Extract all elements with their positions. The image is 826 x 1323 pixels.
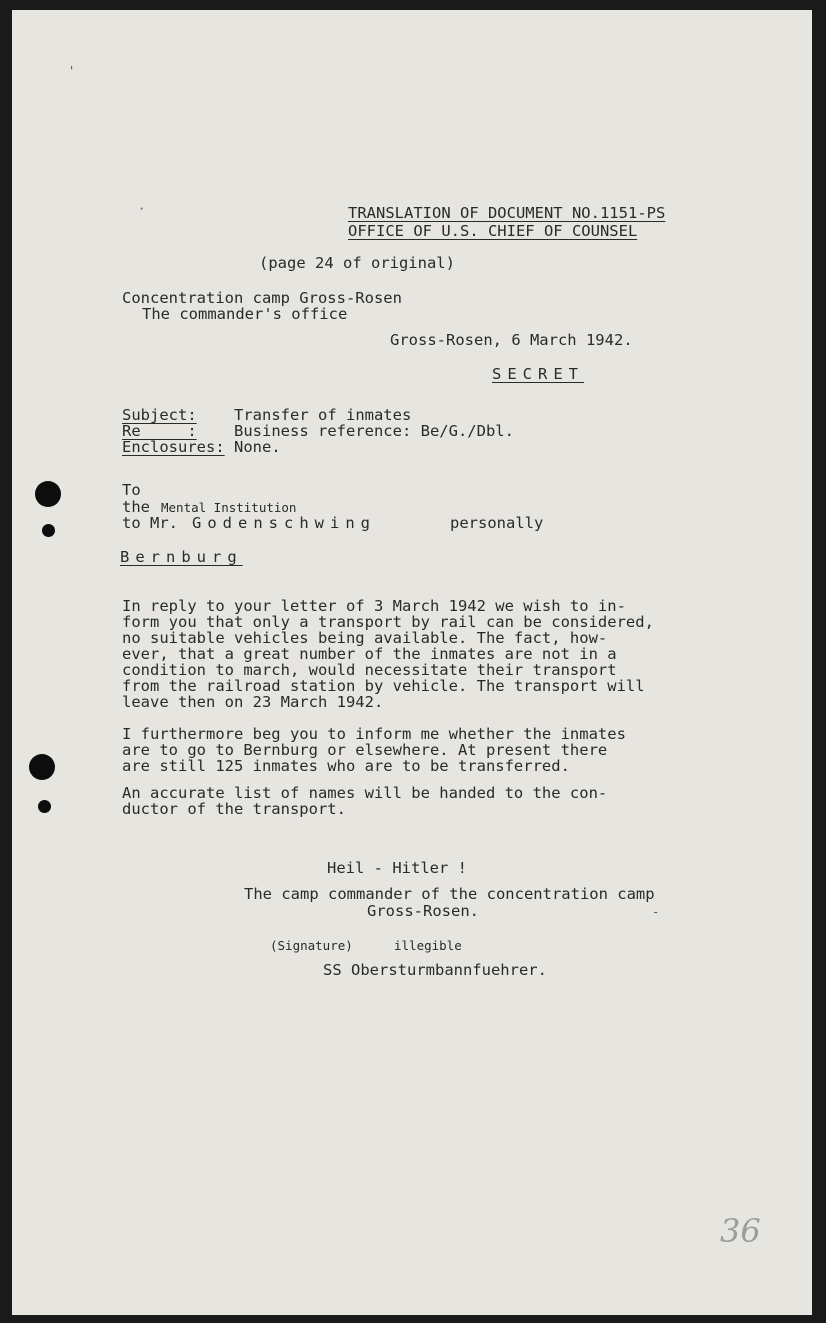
body-line: no suitable vehicles being available. The fact, how- (122, 629, 608, 647)
place-date: Gross-Rosen, 6 March 1942. (390, 331, 633, 349)
punch-hole-small (42, 524, 55, 537)
body-line: are still 125 inmates who are to be transferred. (122, 757, 570, 775)
recipient-mr: to Mr. (122, 514, 178, 532)
body-line: leave then on 23 March 1942. (122, 693, 384, 711)
body-line: are to go to Bernburg or elsewhere. At present there (122, 741, 608, 759)
document-page (12, 10, 812, 1315)
closing-salute: Heil - Hitler ! (327, 859, 467, 877)
closing-title: The camp commander of the concentration camp (244, 885, 655, 903)
sender-office: The commander's office (142, 305, 348, 323)
classification-stamp: SECRET (492, 365, 584, 383)
punch-hole (35, 481, 61, 507)
enclosures-value: None. (234, 438, 281, 456)
recipient-institution: Mental Institution (161, 500, 297, 515)
punch-hole (29, 754, 55, 780)
recipient-the: the (122, 498, 150, 516)
re-value: Business reference: Be/G./Dbl. (234, 422, 514, 440)
body-line: condition to march, would necessitate their transport (122, 661, 617, 679)
stray-mark: · (138, 202, 146, 216)
enclosures-label: Enclosures: (122, 438, 225, 456)
signature-value: illegible (394, 938, 462, 953)
recipient-city: Bernburg (120, 548, 243, 566)
subject-value: Transfer of inmates (234, 406, 412, 424)
subject-label: Subject: (122, 406, 197, 424)
sender-line: Concentration camp Gross-Rosen (122, 289, 402, 307)
recipient-to: To (122, 481, 141, 499)
signer-rank: SS Obersturmbannfuehrer. (323, 961, 547, 979)
body-line: In reply to your letter of 3 March 1942 we wish to in- (122, 597, 626, 615)
closing-camp: Gross-Rosen. (367, 902, 479, 920)
document-office: OFFICE OF U.S. CHIEF OF COUNSEL (348, 222, 638, 240)
page-reference: (page 24 of original) (259, 254, 455, 272)
body-line: ductor of the transport. (122, 800, 346, 818)
stray-mark: - (652, 905, 660, 919)
signature-label: (Signature) (270, 938, 353, 953)
body-line: form you that only a transport by rail can be considered, (122, 613, 654, 631)
punch-hole-small (38, 800, 51, 813)
recipient-personally: personally (450, 514, 544, 532)
recipient-name: Godenschwing (192, 514, 376, 532)
re-label: Re : (122, 422, 197, 440)
document-title: TRANSLATION OF DOCUMENT NO.1151-PS (348, 204, 666, 222)
body-line: ever, that a great number of the inmates are not in a (122, 645, 617, 663)
body-line: An accurate list of names will be handed to the con- (122, 784, 608, 802)
page-number: 36 (720, 1212, 761, 1250)
stray-mark: ' (68, 64, 76, 78)
body-line: from the railroad station by vehicle. The transport will (122, 677, 645, 695)
body-line: I furthermore beg you to inform me whether the inmates (122, 725, 626, 743)
